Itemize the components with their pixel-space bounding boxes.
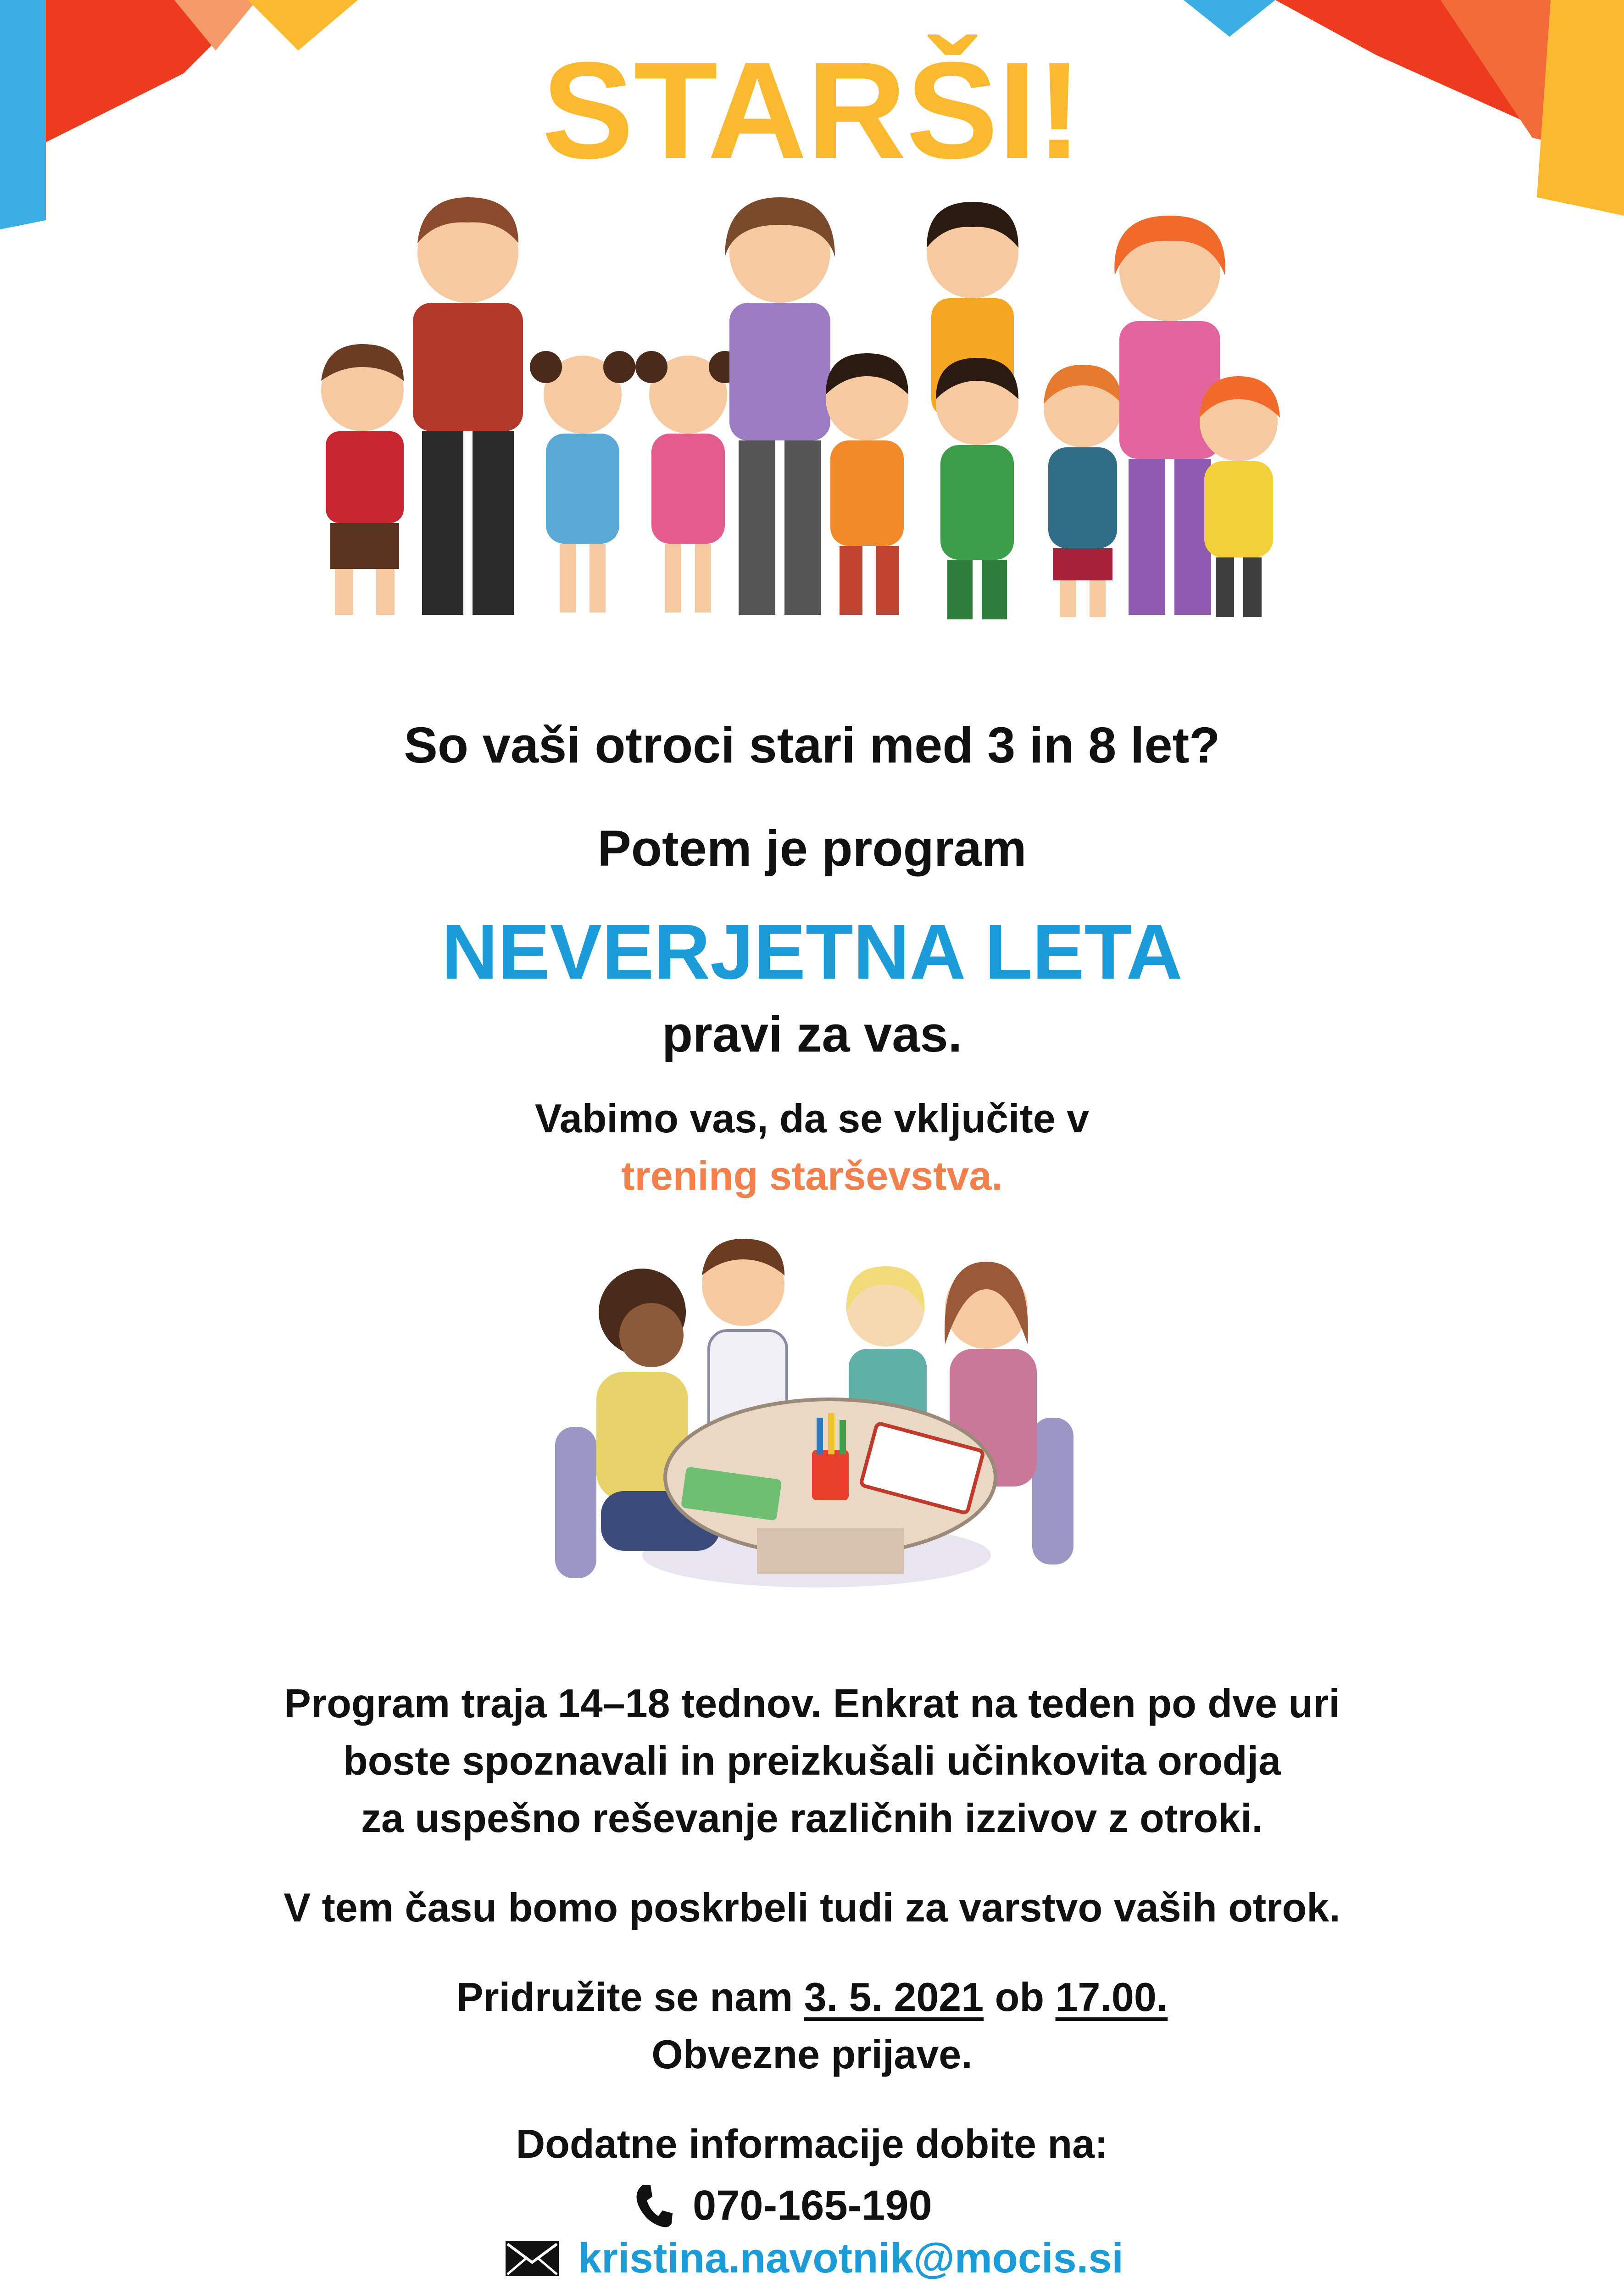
chair-left: [555, 1427, 596, 1578]
body-paragraph-line1: Program traja 14–18 tednov. Enkrat na teden po dve uri: [284, 1681, 1340, 1726]
headline: STARŠI!: [542, 33, 1082, 187]
join-line: [0, 1968, 1624, 2026]
envelope-icon: [505, 2240, 560, 2277]
childcare-text: V tem času bomo poskrbeli tudi za varstvo vaših otrok.: [284, 1885, 1340, 1930]
phone-number[interactable]: 070-165-190: [693, 2182, 932, 2229]
child-7: [1200, 376, 1280, 617]
phone-icon: [633, 2183, 674, 2229]
contact-heading: Dodatne informacije dobite na:: [516, 2121, 1108, 2166]
chair-right: [1032, 1418, 1073, 1565]
body-paragraph-line3: za uspešno reševanje različnih izzivov z otroki.: [361, 1795, 1263, 1841]
email-row: [505, 2230, 1123, 2287]
children-group-illustration: [284, 184, 1340, 642]
training-text: trening starševstva.: [621, 1153, 1003, 1198]
mandatory-text: Obvezne prijave.: [651, 2032, 973, 2077]
body-paragraph-line2: boste spoznavali in preizkušali učinkovita orodja: [343, 1738, 1281, 1783]
intro-line3: pravi za vas.: [662, 1006, 962, 1063]
child-2: [530, 351, 635, 612]
child-1: [321, 344, 404, 615]
intro-line2: Potem je program: [597, 820, 1027, 877]
child-4: [826, 353, 908, 615]
child-5: [936, 358, 1018, 619]
join-time: 17.00.: [1055, 1974, 1168, 2020]
email-link[interactable]: kristina.navotnik@mocis.si: [578, 2235, 1123, 2282]
join-prefix: Pridružite se nam: [456, 1974, 804, 2020]
phone-row: [633, 2177, 932, 2234]
program-name: NEVERJETNA LETA: [441, 908, 1183, 996]
child-6: [1044, 365, 1122, 617]
join-date: 3. 5. 2021: [804, 1974, 984, 2020]
pencil-cup: [812, 1413, 849, 1500]
intro-question: So vaši otroci stari med 3 in 8 let?: [404, 717, 1220, 774]
join-mid: ob: [984, 1974, 1056, 2020]
adult-father: [413, 197, 523, 615]
child-3: [635, 351, 741, 612]
invite-text: Vabimo vas, da se vključite v: [534, 1096, 1090, 1141]
adult-mother: [725, 197, 835, 615]
meeting-illustration: [546, 1234, 1087, 1615]
